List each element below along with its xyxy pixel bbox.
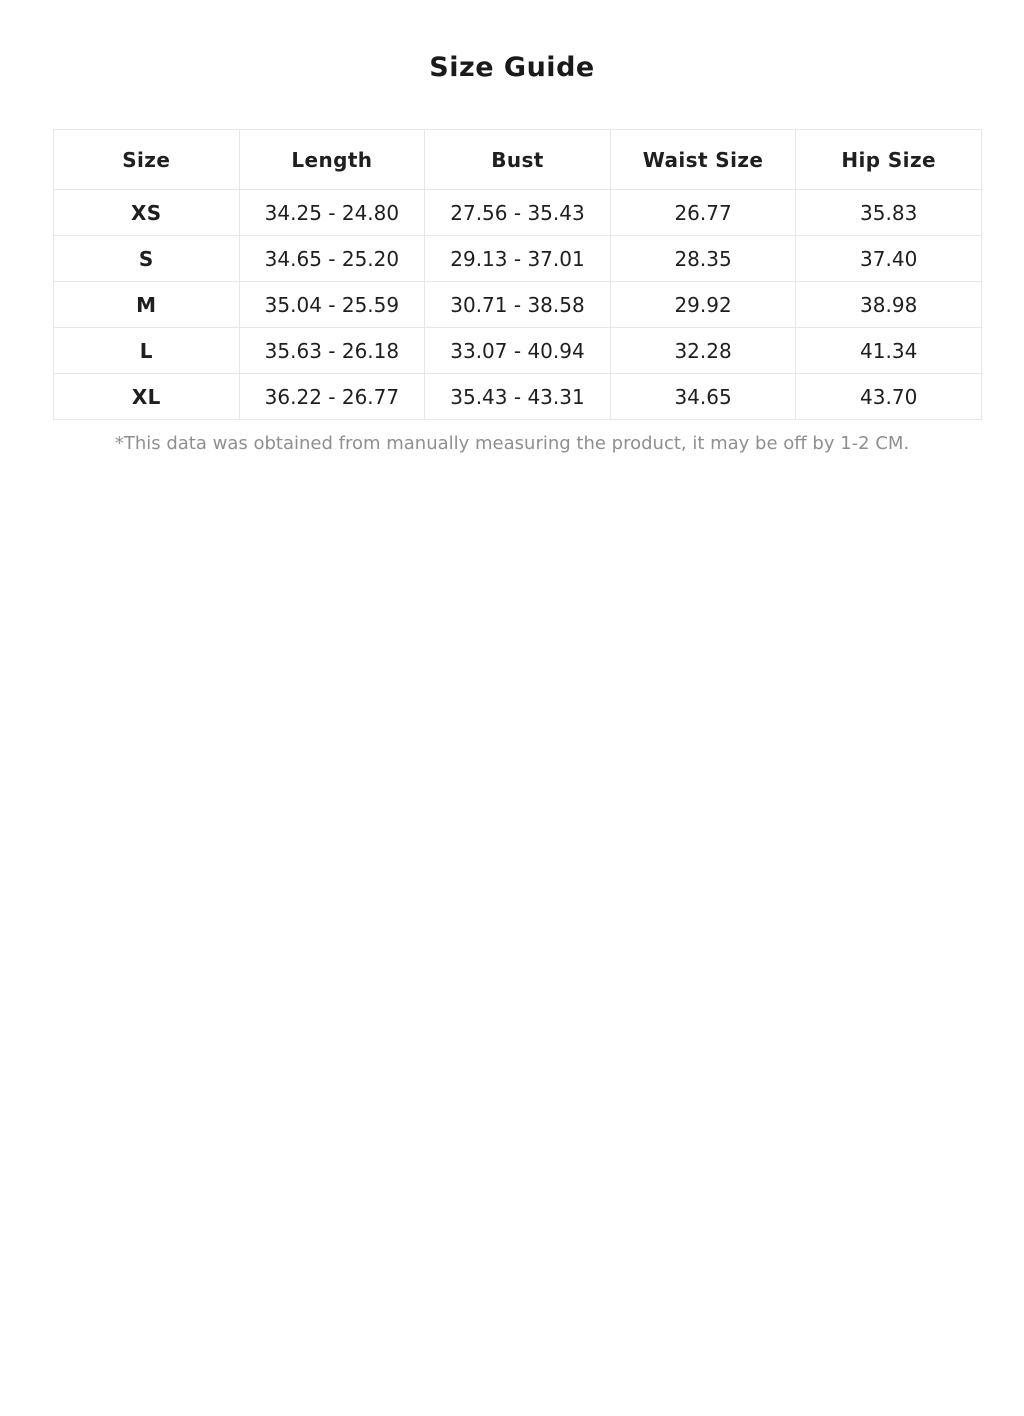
- size-label-xs: XS: [54, 190, 240, 236]
- table-row-xs: [54, 190, 982, 236]
- table-cell-length-l: 35.63 - 26.18: [239, 328, 425, 374]
- table-cell-waist-size-xl: 34.65: [610, 374, 796, 420]
- table-cell-waist-size-s: 28.35: [610, 236, 796, 282]
- header-row: [54, 130, 982, 190]
- table-cell-hip-size-xs: 35.83: [796, 190, 982, 236]
- page-title: Size Guide: [429, 52, 595, 83]
- size-label-xl: XL: [54, 374, 240, 420]
- table-cell-hip-size-m: 38.98: [796, 282, 982, 328]
- table-cell-bust-xl: 35.43 - 43.31: [425, 374, 611, 420]
- size-guide-table: [53, 129, 982, 420]
- size-label-m: M: [54, 282, 240, 328]
- table-cell-waist-size-l: 32.28: [610, 328, 796, 374]
- table-cell-length-xl: 36.22 - 26.77: [239, 374, 425, 420]
- column-header-hip-size: Hip Size: [796, 130, 982, 190]
- table-cell-length-s: 34.65 - 25.20: [239, 236, 425, 282]
- table-row-l: [54, 328, 982, 374]
- column-header-waist-size: Waist Size: [610, 130, 796, 190]
- table-row-s: [54, 236, 982, 282]
- table-cell-length-m: 35.04 - 25.59: [239, 282, 425, 328]
- column-header-length: Length: [239, 130, 425, 190]
- size-label-s: S: [54, 236, 240, 282]
- table-cell-hip-size-l: 41.34: [796, 328, 982, 374]
- column-header-size: Size: [54, 130, 240, 190]
- table-cell-bust-xs: 27.56 - 35.43: [425, 190, 611, 236]
- size-label-l: L: [54, 328, 240, 374]
- size-guide-page: [0, 52, 1024, 457]
- table-cell-bust-l: 33.07 - 40.94: [425, 328, 611, 374]
- table-row-xl: [54, 374, 982, 420]
- table-cell-hip-size-xl: 43.70: [796, 374, 982, 420]
- column-header-bust: Bust: [425, 130, 611, 190]
- table-cell-bust-s: 29.13 - 37.01: [425, 236, 611, 282]
- table-header: [54, 130, 982, 190]
- table-row-m: [54, 282, 982, 328]
- measurement-disclaimer: *This data was obtained from manually measuring the product, it may be off by 1-2 CM.: [114, 433, 910, 454]
- table-cell-length-xs: 34.25 - 24.80: [239, 190, 425, 236]
- table-cell-bust-m: 30.71 - 38.58: [425, 282, 611, 328]
- table-cell-waist-size-m: 29.92: [610, 282, 796, 328]
- table-cell-waist-size-xs: 26.77: [610, 190, 796, 236]
- table-body: [54, 190, 982, 420]
- table-cell-hip-size-s: 37.40: [796, 236, 982, 282]
